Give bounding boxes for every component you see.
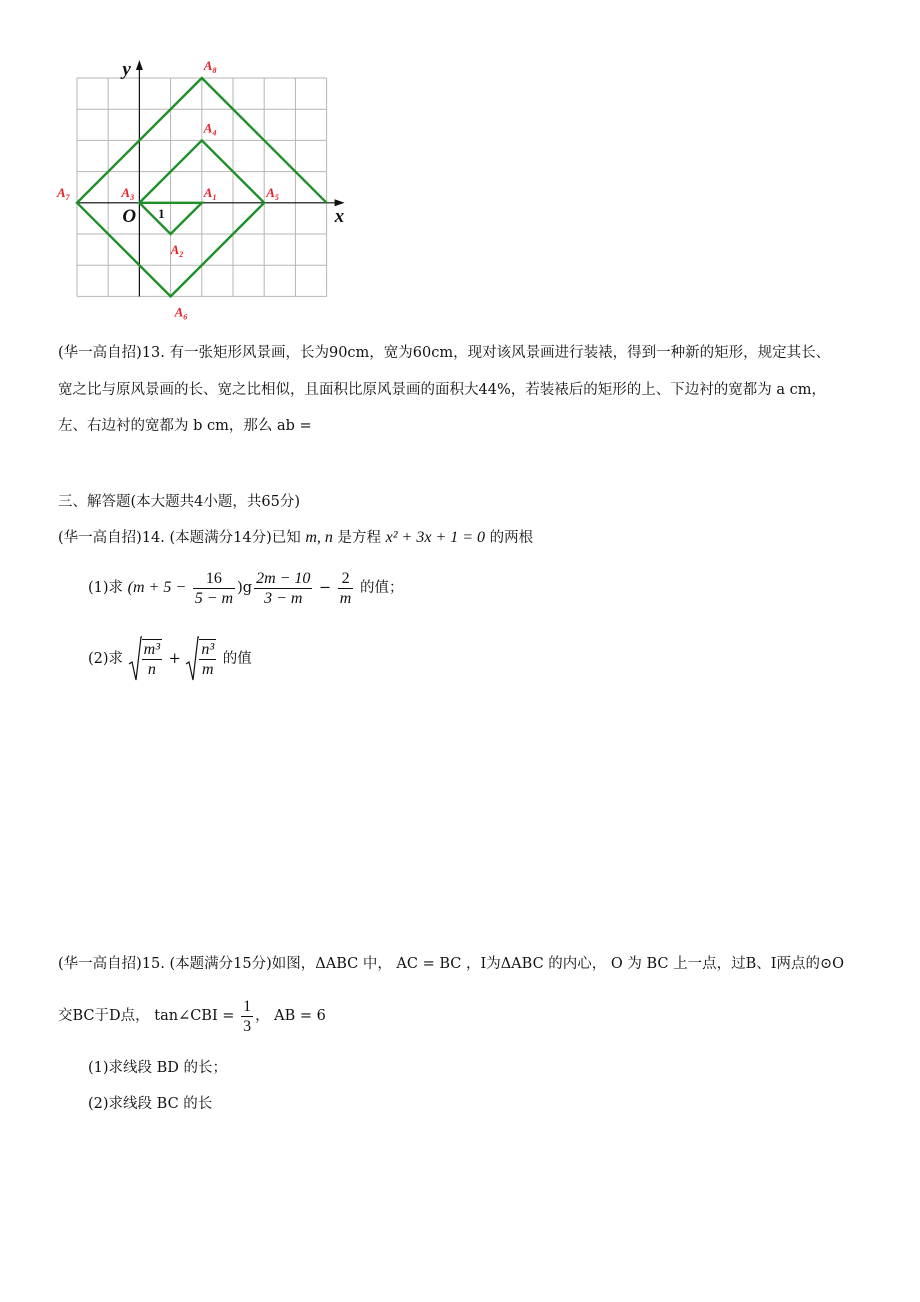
q15-tan-fraction — [241, 997, 253, 1036]
fraction-denominator: m — [202, 661, 214, 678]
q14-part1-fraction-2 — [254, 569, 312, 608]
q14-part-2 — [88, 636, 252, 682]
q14-part2-prefix: (2)求 — [88, 651, 124, 667]
unit-label: 1 — [158, 205, 165, 221]
q14-part2-radical-2 — [185, 636, 218, 682]
radical-sign-icon — [185, 636, 199, 682]
q15-line-1: (华一高自招)15. (本题满分15分)如图，ΔABC 中， AC = BC ，I为ΔABC 的内心， O 为 BC 上一点，过B、I两点的⊙O — [58, 956, 845, 972]
point-label-subscript: 8 — [212, 66, 217, 75]
point-label-subscript: 6 — [183, 312, 188, 322]
q14-part1-suffix: 的值； — [355, 580, 404, 596]
q14-part2-plus: + — [168, 651, 181, 667]
q14-stem-suffix: 的两根 — [485, 530, 534, 546]
y-axis-label: y — [122, 59, 131, 80]
fraction-numerator: 16 — [193, 569, 235, 589]
section-3-heading: 三、解答题(本大题共4小题，共65分) — [58, 494, 300, 510]
point-label-subscript: 1 — [212, 192, 217, 202]
q14-stem-equation: x² + 3x + 1 = 0 — [385, 529, 486, 546]
fraction-numerator: m³ — [143, 641, 161, 658]
fraction-numerator: 2m − 10 — [256, 569, 311, 587]
fraction-numerator: n³ — [201, 641, 215, 658]
q14-stem — [58, 528, 533, 548]
q14-part1-minus: − — [319, 580, 332, 596]
point-label-a2: $A_2$ — [170, 242, 184, 259]
point-label-a1: $A_1$ — [203, 184, 217, 202]
point-label-subscript: 2 — [179, 250, 184, 259]
q14-part1-mid: )g — [237, 580, 253, 596]
q14-part1-fraction-3 — [338, 569, 354, 608]
point-label-subscript: 4 — [212, 128, 217, 138]
q15-line2-suffix: ， AB = 6 — [255, 1008, 326, 1024]
q14-part1-prefix: (1)求 — [88, 580, 128, 596]
fraction-denominator: 5 − m — [194, 589, 234, 607]
fraction-denominator: n — [147, 661, 156, 678]
point-label-a6: $A_6$ — [174, 304, 188, 322]
q13-line-1: (华一高自招)13. 有一张矩形风景画，长为90cm，宽为60cm，现对该风景画进行装裱，得到一种新的矩形，规定其长、 — [58, 345, 831, 361]
point-label-a4: $A_4$ — [203, 120, 217, 138]
fraction-denominator: 3 — [243, 1017, 252, 1035]
x-axis-label: x — [334, 205, 345, 227]
q14-part1-fraction-1 — [193, 569, 235, 608]
radical-2-fraction — [199, 639, 216, 679]
q14-part-1 — [88, 568, 403, 608]
fraction-numerator: 2 — [338, 569, 354, 589]
q14-stem-vars: m, n — [305, 529, 333, 546]
coordinate-figure — [50, 55, 360, 325]
q14-part2-radical-1 — [128, 636, 164, 682]
radical-sign-icon — [128, 636, 142, 682]
point-label-a7: $A_7$ — [57, 184, 70, 202]
point-label-a8: $A_8$ — [203, 58, 217, 75]
y-axis-arrow-icon — [136, 60, 143, 70]
fraction-numerator: 1 — [243, 997, 252, 1015]
q13-line-2: 宽之比与原风景画的长、宽之比相似，且面积比原风景画的面积大44%，若装裱后的矩形的上、下边衬的宽都为 a cm， — [58, 382, 826, 398]
point-label-a3: $A_3$ — [121, 184, 135, 202]
radical-1-fraction — [142, 639, 162, 679]
q14-stem-middle: 是方程 — [332, 530, 386, 546]
fraction-denominator: m — [339, 589, 352, 607]
q15-line-2 — [58, 996, 326, 1036]
q15-part-1: (1)求线段 BD 的长； — [88, 1060, 228, 1076]
point-label-a5: $A_5$ — [266, 184, 279, 202]
fraction-denominator: 3 − m — [264, 589, 303, 607]
origin-label: O — [122, 205, 137, 227]
q14-stem-prefix: (华一高自招)14. (本题满分14分)已知 — [58, 530, 306, 546]
q15-part-2: (2)求线段 BC 的长 — [88, 1096, 213, 1112]
point-label-subscript: 3 — [130, 192, 135, 202]
q14-part2-suffix: 的值 — [222, 651, 252, 667]
q15-line2-prefix: 交BC于D点， tan∠CBI = — [58, 1008, 235, 1024]
q13-line-3: 左、右边衬的宽都为 b cm，那么 ab = — [58, 418, 312, 434]
point-label-subscript: 5 — [274, 192, 279, 202]
q14-part1-expr-a: (m + 5 − — [127, 579, 187, 596]
point-label-subscript: 7 — [65, 192, 70, 202]
